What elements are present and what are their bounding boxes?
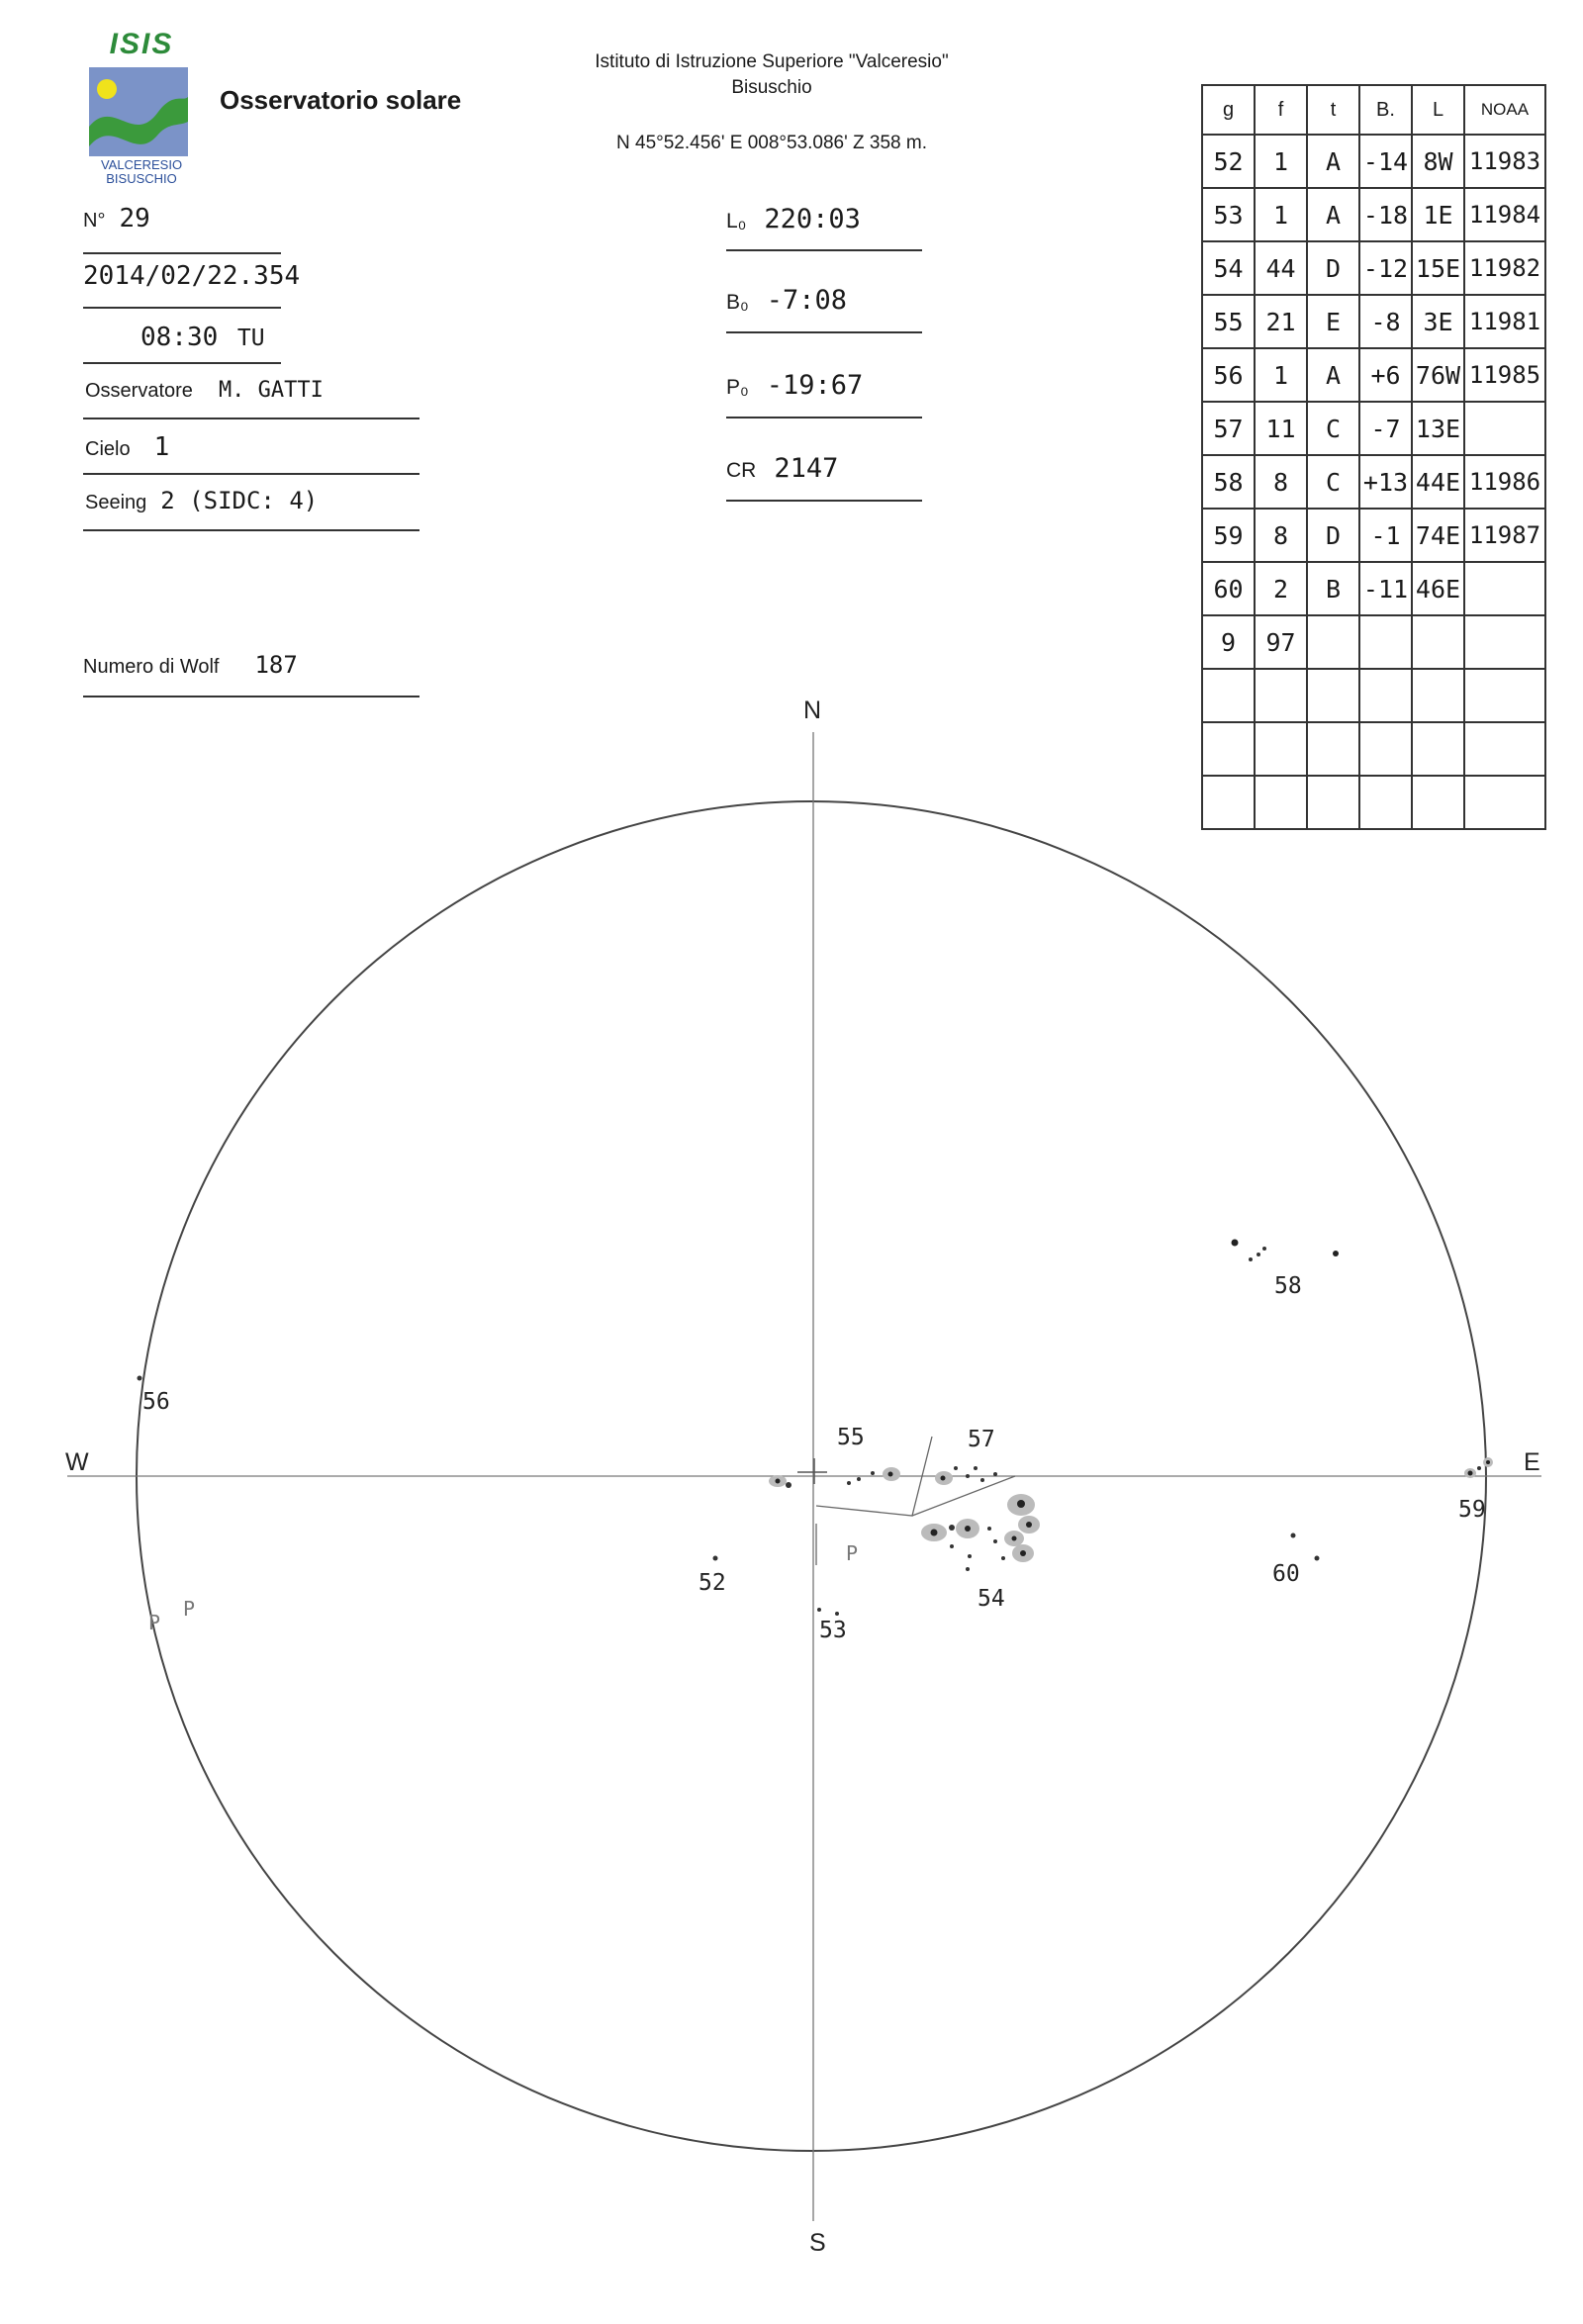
table-cell: +13 [1359, 455, 1412, 509]
institute-line1: Istituto di Istruzione Superiore "Valceresio" [595, 51, 949, 72]
table-header: f [1255, 85, 1307, 135]
cr-value: 2147 [774, 453, 839, 484]
table-cell: 11 [1255, 402, 1307, 455]
time-value: 08:30 [140, 323, 219, 352]
table-header: NOAA [1464, 85, 1545, 135]
table-cell: C [1307, 455, 1359, 509]
table-cell: 54 [1202, 241, 1255, 295]
seeing-label: Seeing [85, 492, 147, 513]
table-cell: -11 [1359, 562, 1412, 615]
table-cell: +6 [1359, 348, 1412, 402]
table-cell: 8W [1412, 135, 1464, 188]
site-coordinates: N 45°52.456' E 008°53.086' Z 358 m. [616, 133, 927, 153]
table-cell: -1 [1359, 509, 1412, 562]
group-label-56: 56 [142, 1389, 170, 1415]
observatory-title: Osservatorio solare [220, 85, 462, 115]
table-cell: E [1307, 295, 1359, 348]
south-label: S [809, 2229, 826, 2257]
facula-mark: P [148, 1611, 161, 1634]
west-label: W [65, 1448, 89, 1476]
seeing-value: 2 (SIDC: 4) [160, 487, 319, 514]
table-cell: 1E [1412, 188, 1464, 241]
table-cell: 11984 [1464, 188, 1545, 241]
table-cell: -14 [1359, 135, 1412, 188]
table-cell: 2 [1255, 562, 1307, 615]
sunspot-group-53 [817, 1608, 839, 1616]
table-cell: 46E [1412, 562, 1464, 615]
table-cell: C [1307, 402, 1359, 455]
table-cell: 55 [1202, 295, 1255, 348]
sunspot-group-60 [1291, 1534, 1320, 1561]
wolf-number-label: Numero di Wolf [83, 656, 220, 678]
table-cell: 8 [1255, 509, 1307, 562]
table-cell: A [1307, 348, 1359, 402]
table-cell: 11981 [1464, 295, 1545, 348]
north-label: N [803, 697, 822, 724]
group-boundary-line [912, 1476, 1015, 1516]
table-cell: A [1307, 135, 1359, 188]
table-header: g [1202, 85, 1255, 135]
table-cell: 11986 [1464, 455, 1545, 509]
group-label-54: 54 [978, 1586, 1005, 1612]
sunspot-group-58 [1232, 1240, 1340, 1262]
report-number-label: N° [83, 210, 106, 232]
logo-caption-line2: BISUSCHIO [106, 171, 177, 186]
group-label-58: 58 [1274, 1273, 1302, 1299]
logo-caption-line1: VALCERESIO [100, 157, 183, 172]
l0-value: 220:03 [764, 204, 861, 234]
sunspot-group-55 [769, 1467, 900, 1488]
logo-word: ISIS [109, 28, 174, 60]
p0-label: P₀ [726, 376, 749, 399]
time-zone: TU [236, 325, 265, 351]
table-cell: D [1307, 241, 1359, 295]
sunspot-group-52 [713, 1556, 718, 1561]
table-cell: 11982 [1464, 241, 1545, 295]
sunspot-group-59 [1464, 1457, 1493, 1478]
table-cell: 15E [1412, 241, 1464, 295]
table-cell: 58 [1202, 455, 1255, 509]
table-cell: 13E [1412, 402, 1464, 455]
table-cell: -12 [1359, 241, 1412, 295]
observer-label: Osservatore [85, 380, 193, 402]
table-cell: 1 [1255, 348, 1307, 402]
table-cell: 21 [1255, 295, 1307, 348]
table-cell: 56 [1202, 348, 1255, 402]
table-cell: 11987 [1464, 509, 1545, 562]
table-cell: -18 [1359, 188, 1412, 241]
table-cell: D [1307, 509, 1359, 562]
table-header: L [1412, 85, 1464, 135]
table-cell: 59 [1202, 509, 1255, 562]
table-cell: 76W [1412, 348, 1464, 402]
report-number-value: 29 [119, 204, 150, 233]
b0-label: B₀ [726, 291, 749, 314]
table-cell: -7 [1359, 402, 1412, 455]
table-cell: 1 [1255, 188, 1307, 241]
table-cell: 74E [1412, 509, 1464, 562]
group-label-52: 52 [698, 1570, 726, 1596]
east-label: E [1524, 1448, 1540, 1476]
cr-label: CR [726, 459, 757, 482]
table-cell: 97 [1255, 615, 1307, 669]
table-cell: 11985 [1464, 348, 1545, 402]
p0-value: -19:67 [766, 370, 864, 401]
table-cell: 8 [1255, 455, 1307, 509]
group-label-60: 60 [1272, 1561, 1300, 1587]
sky-value: 1 [153, 432, 170, 462]
group-label-57: 57 [968, 1427, 995, 1452]
table-cell: 52 [1202, 135, 1255, 188]
sunspot-group-56 [138, 1376, 142, 1381]
group-label-55: 55 [837, 1425, 865, 1450]
table-cell: 9 [1202, 615, 1255, 669]
table-cell: -8 [1359, 295, 1412, 348]
institute-line2: Bisuschio [731, 77, 812, 98]
table-cell: 3E [1412, 295, 1464, 348]
table-cell: 60 [1202, 562, 1255, 615]
date-value: 2014/02/22.354 [83, 261, 301, 291]
group-label-53: 53 [819, 1618, 847, 1643]
table-cell: A [1307, 188, 1359, 241]
group-label-59: 59 [1458, 1497, 1486, 1523]
table-header: t [1307, 85, 1359, 135]
table-cell: B [1307, 562, 1359, 615]
b0-value: -7:08 [766, 285, 848, 316]
table-cell: 57 [1202, 402, 1255, 455]
observer-value: M. GATTI [218, 378, 324, 403]
l0-label: L₀ [726, 210, 747, 232]
wolf-number-value: 187 [254, 651, 298, 679]
table-cell: 44 [1255, 241, 1307, 295]
table-cell: 53 [1202, 188, 1255, 241]
table-cell: 11983 [1464, 135, 1545, 188]
facula-mark: P [183, 1597, 196, 1621]
table-cell: 44E [1412, 455, 1464, 509]
sky-label: Cielo [85, 438, 131, 460]
facula-mark: P [846, 1541, 859, 1565]
table-header: B. [1359, 85, 1412, 135]
table-cell: 1 [1255, 135, 1307, 188]
